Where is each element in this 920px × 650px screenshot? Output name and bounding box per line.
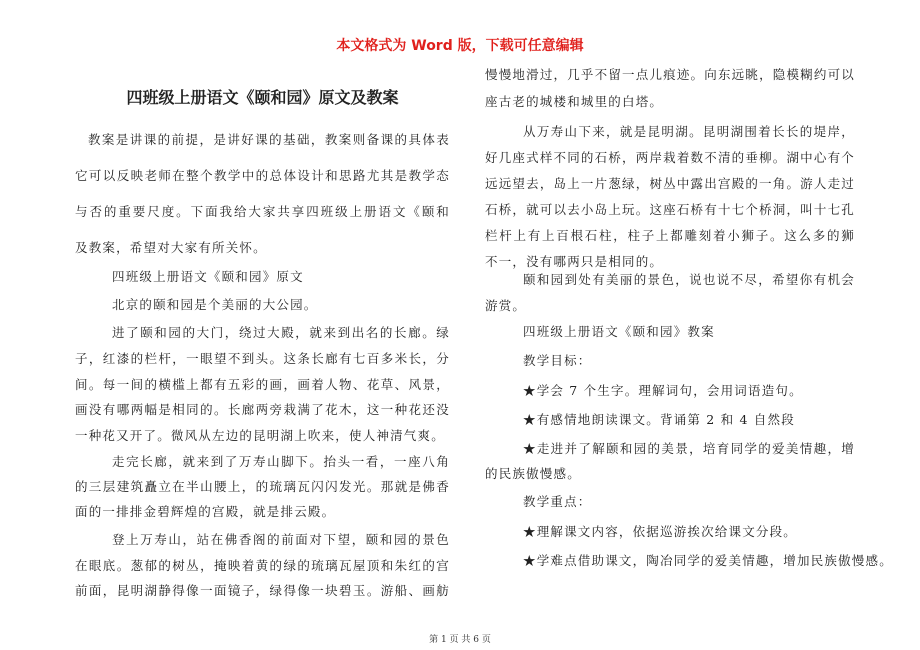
text-line: 子，红漆的栏杆，一眼望不到头。这条长廊有七百多米长，分 [75,351,450,366]
text-line: 远远望去，岛上一片葱绿，树丛中露出宫殿的一角。游人走过 [485,176,855,191]
text-line: 慢慢地滑过，几乎不留一点儿痕迹。向东远眺，隐模糊约可以 [485,67,855,82]
text-line: 游赏。 [485,298,527,313]
subheading: 教学目标： [523,353,592,368]
text-line: 不一，没有哪两只是相同的。 [485,254,664,269]
bullet-item: ★学会 7 个生字。理解词句，会用词语造句。 [523,383,803,398]
subheading: 教学重点： [523,494,592,509]
text-line: 它可以反映老师在整个教学中的总体设计和思路尤其是教学态 [75,168,450,183]
text-line: 石桥，就可以去小岛上玩。这座石桥有十七个桥洞，叫十七孔 [485,202,855,217]
format-notice-banner: 本文格式为 Word 版，下载可任意编辑 [336,38,584,54]
text-line: 登上万寿山，站在佛香阁的前面对下望，颐和园的景色 [112,532,450,547]
text-line: 在眼底。葱郁的树丛，掩映着黄的绿的琉璃瓦屋顶和朱红的宫 [75,558,450,573]
bullet-item: ★学难点借助课文，陶冶同学的爱美情趣，增加民族傲慢感。 [523,553,893,568]
text-line: 的三层建筑矗立在半山腰上，的琉璃瓦闪闪发光。那就是佛香 [75,479,450,494]
text-line: 教案是讲课的前提，是讲好课的基础，教案则备课的具体表 [88,132,450,147]
text-line: 进了颐和园的大门，绕过大殿，就来到出名的长廊。绿 [112,325,450,340]
bullet-item: ★走进并了解颐和园的美景，培育同学的爱美情趣，增 [523,441,855,456]
text-line: 颐和园到处有美丽的景色，说也说不尽，希望你有机会 [523,272,855,287]
document-title: 四班级上册语文《颐和园》原文及教案 [126,88,399,107]
bullet-item: ★有感情地朗读课文。背诵第 2 和 4 自然段 [523,412,795,427]
text-line: 栏杆上有上百根石柱，柱子上都雕刻着小狮子。这么多的狮 [485,228,855,243]
text-line: 北京的颐和园是个美丽的大公园。 [112,297,318,312]
text-line: 走完长廊，就来到了万寿山脚下。抬头一看，一座八角 [112,454,450,469]
text-line: 及教案，希望对大家有所关怀。 [75,240,267,255]
text-line: 从万寿山下来，就是昆明湖。昆明湖围着长长的堤岸， [523,124,855,139]
text-line: 与否的重要尺度。下面我给大家共享四班级上册语文《颐和 [75,204,450,219]
section-heading: 四班级上册语文《颐和园》原文 [112,269,304,284]
text-line: 好几座式样不同的石桥，两岸栽着数不清的垂柳。湖中心有个 [485,150,855,165]
text-line: 画没有哪两幅是相同的。长廊两旁栽满了花木，这一种花还没 [75,402,450,417]
text-line: 的民族傲慢感。 [485,466,581,481]
text-line: 座古老的城楼和城里的白塔。 [485,94,664,109]
section-heading: 四班级上册语文《颐和园》教案 [523,324,715,339]
text-line: 间。每一间的横槛上都有五彩的画，画着人物、花草、风景， [75,377,450,392]
bullet-item: ★理解课文内容，依据巡游挨次给课文分段。 [523,524,798,539]
page-number-footer: 第 1 页 共 6 页 [429,635,491,645]
text-line: 面的一排排金碧辉煌的宫殿，就是排云殿。 [75,504,336,519]
text-line: 前面，昆明湖静得像一面镜子，绿得像一块碧玉。游船、画舫 [75,583,450,598]
text-line: 一种花又开了。微风从左边的昆明湖上吹来，使人神清气爽。 [75,428,445,443]
